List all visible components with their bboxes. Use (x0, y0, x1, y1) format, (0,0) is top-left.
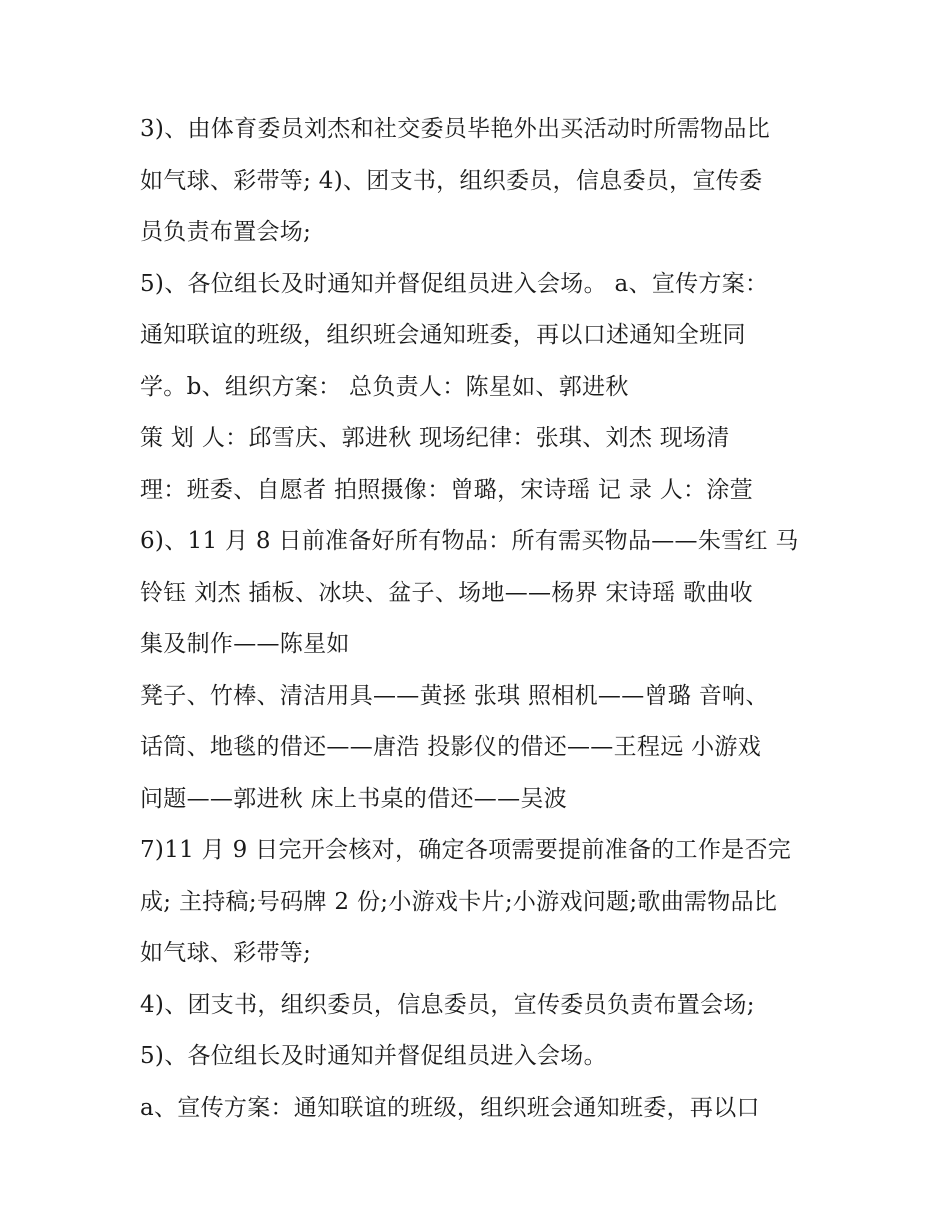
text-line: 学。b、组织方案： 总负责人：陈星如、郭进秋 (140, 373, 629, 400)
text-line: 3)、由体育委员刘杰和社交委员毕艳外出买活动时所需物品比 (140, 116, 771, 142)
text-line: 策 划 人：邱雪庆、郭进秋 现场纪律：张琪、刘杰 现场清 (140, 425, 730, 451)
text-line: 集及制作——陈星如 (140, 631, 350, 657)
text-line: 员负责布置会场; (140, 219, 312, 245)
text-line: 如气球、彩带等; (140, 940, 312, 966)
text-line: 7)11 月 9 日完开会核对，确定各项需要提前准备的工作是否完 (140, 837, 792, 863)
text-line: a、宣传方案：通知联谊的班级，组织班会通知班委，再以口 (140, 1094, 760, 1121)
text-line: 如气球、彩带等; 4)、团支书，组织委员，信息委员，宣传委 (140, 167, 763, 194)
text-line: 理：班委、自愿者 拍照摄像：曾璐，宋诗瑶 记 录 人：涂萱 (140, 476, 753, 503)
text-line: 5)、各位组长及时通知并督促组员进入会场。 (140, 1043, 607, 1069)
text-line: 6)、11 月 8 日前准备好所有物品：所有需买物品——朱雪红 马 (140, 528, 799, 554)
text-line: 铃钰 刘杰 插板、冰块、盆子、场地——杨界 宋诗瑶 歌曲收 (140, 579, 753, 606)
text-line: 5)、各位组长及时通知并督促组员进入会场。 a、宣传方案： (140, 270, 769, 297)
text-line: 通知联谊的班级，组织班会通知班委，再以口述通知全班同 (140, 322, 746, 348)
text-line: 4)、团支书，组织委员，信息委员，宣传委员负责布置会场; (140, 991, 755, 1018)
text-line: 凳子、竹棒、清洁用具——黄拯 张琪 照相机——曾璐 音响、 (140, 682, 769, 709)
text-line: 问题——郭进秋 床上书桌的借还——吴波 (140, 785, 568, 812)
text-line: 成; 主持稿;号码牌 2 份;小游戏卡片;小游戏问题;歌曲需物品比 (140, 888, 778, 915)
document-body (140, 104, 820, 1134)
text-line: 话筒、地毯的借还——唐浩 投影仪的借还——王程远 小游戏 (140, 734, 762, 760)
